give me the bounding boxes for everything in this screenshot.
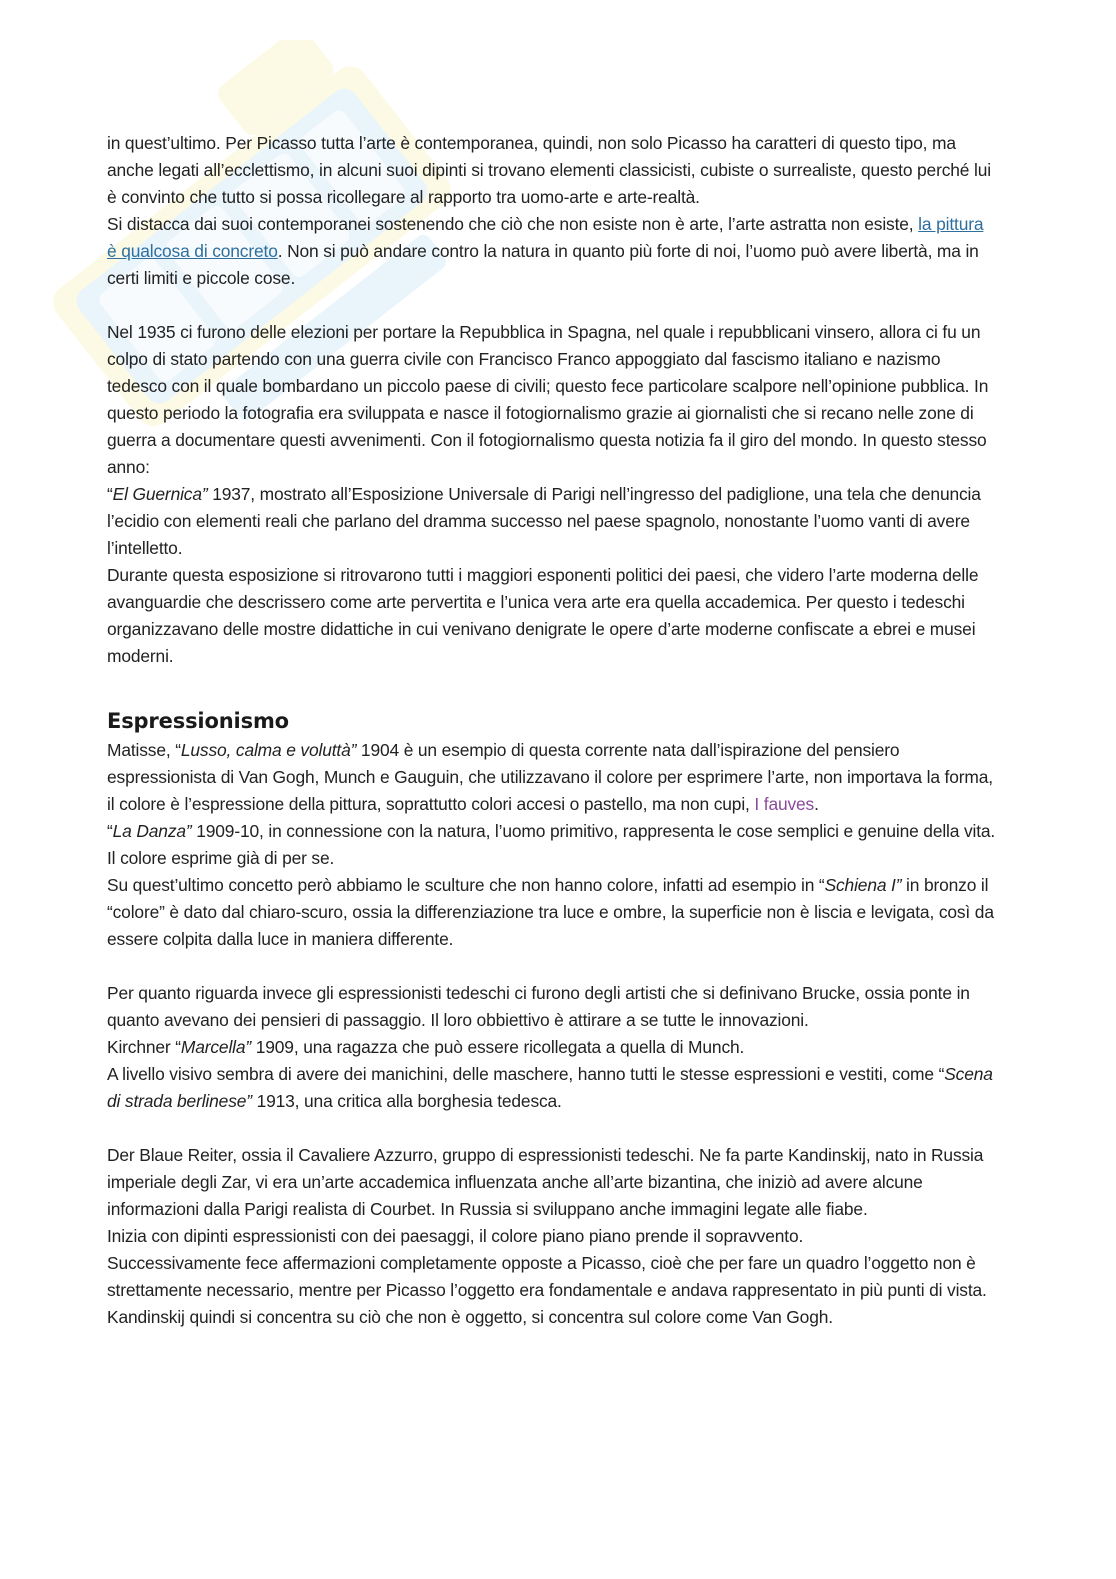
paragraph-text: A livello visivo sembra di avere dei manichini, delle maschere, hanno tutti le stesse espressioni e vestiti, come “ (107, 1064, 945, 1084)
paragraph-text: Successivamente fece affermazioni completamente opposte a Picasso, cioè che per fare un quadro l’oggetto non è strettamente necessario, mentre per Picasso l’oggetto era fondamentale e andava rappresentato in più punti di vista. Kandinskij quindi si concentra su ciò che non è oggetto, si concentra sul colore come Van Gogh. (107, 1253, 987, 1327)
paragraph-text: 1904 è un esempio di questa corrente nata dall’ispirazione del pensiero espressionista di Van Gogh, Munch e Gauguin, che utilizzavano il colore per esprimere l’arte, non importava la forma, il colore è l’espressione della pittura, soprattutto colori accesi o pastello, ma non cupi, (107, 740, 993, 814)
paragraph (107, 481, 997, 562)
paragraph (107, 737, 997, 818)
paragraph-text: Nel 1935 ci furono delle elezioni per portare la Repubblica in Spagna, nel quale i repubblicani vinsero, allora ci fu un colpo di stato partendo con una guerra civile con Francisco Franco appoggiato dal fascismo italiano e nazismo tedesco con il quale bombardano un piccolo paese di civili; questo fece particolare scalpore nell’opinione pubblica. In questo periodo la fotografia era sviluppata e nasce il fotogiornalismo grazie ai giornalisti che si recano nelle zone di guerra a documentare questi avvenimenti. Con il fotogiornalismo questa notizia fa il giro del mondo. In questo stesso anno: (107, 322, 989, 477)
paragraph-text: Matisse, “ (107, 740, 181, 760)
paragraph-text: in quest’ultimo. Per Picasso tutta l’arte è contemporanea, quindi, non solo Picasso ha caratteri di questo tipo, ma anche legati all’ecclettismo, in alcuni suoi dipinti si trovano elementi classicisti, cubiste o surrealiste, questo perché lui è convinto che tutto si possa ricollegare al rapporto tra uomo-arte e arte-realtà. (107, 133, 991, 207)
paragraph (107, 818, 997, 872)
section-heading: Espressionismo (107, 709, 289, 733)
paragraph (107, 980, 997, 1034)
paragraph-text: 1937, mostrato all’Esposizione Universale di Parigi nell’ingresso del padiglione, una tela che denuncia l’ecidio con elementi reali che parlano del dramma successo nel paese spagnolo, nonostante l’uomo vanti di avere l’intelletto. (107, 484, 981, 558)
paragraph-text: 1909-10, in connessione con la natura, l’uomo primitivo, rappresenta le cose semplici e genuine della vita. Il colore esprime già di per se. (107, 821, 996, 868)
paragraph-text: in bronzo il “colore” è dato dal chiaro-scuro, ossia la differenziazione tra luce e ombre, la superficie non è liscia e levigata, così da essere colpita dalla luce in maniera differente. (107, 875, 994, 949)
artwork-title: El Guernica” (112, 484, 208, 504)
paragraph (107, 211, 997, 292)
artwork-title: La Danza” (112, 821, 192, 841)
paragraph (107, 1223, 997, 1250)
quote-mark: “ (107, 484, 113, 504)
paragraph-text: Per quanto riguarda invece gli espressionisti tedeschi ci furono degli artisti che si definivano Brucke, ossia ponte in quanto avevano dei pensieri di passaggio. Il loro obbiettivo è attirare a se tutte le innovazioni. (107, 983, 970, 1030)
paragraph-text: . (814, 794, 819, 814)
document-body (107, 130, 997, 1331)
paragraph-text: 1909, una ragazza che può essere ricollegata a quella di Munch. (251, 1037, 745, 1057)
paragraph (107, 872, 997, 953)
artwork-title: Scena di strada berlinese” (107, 1064, 993, 1111)
paragraph (107, 319, 997, 481)
artwork-title: Marcella” (180, 1037, 252, 1057)
paragraph-text: . Non si può andare contro la natura in quanto più forte di noi, l’uomo può avere libertà, ma in certi limiti e piccole cose. (107, 241, 979, 288)
paragraph-text: Su quest’ultimo concetto però abbiamo le sculture che non hanno colore, infatti ad esempio in “ (107, 875, 825, 895)
paragraph-text: Der Blaue Reiter, ossia il Cavaliere Azzurro, gruppo di espressionisti tedeschi. Ne fa parte Kandinskij, nato in Russia imperiale degli Zar, vi era un’arte accademica influenzata anche all’arte bizantina, che iniziò ad avere alcune informazioni dalla Parigi realista di Courbet. In Russia si sviluppano anche immagini legate alle fiabe. (107, 1145, 984, 1219)
artwork-title: Lusso, calma e voluttà” (180, 740, 357, 760)
paragraph-text: Si distacca dai suoi contemporanei sostenendo che ciò che non esiste non è arte, l’arte astratta non esiste, (107, 214, 919, 234)
paragraph (107, 562, 997, 670)
paragraph (107, 1250, 997, 1331)
paragraph (107, 130, 997, 211)
paragraph (107, 1034, 997, 1061)
paragraph-text: 1913, una critica alla borghesia tedesca. (251, 1091, 562, 1111)
concreto-link[interactable]: la pittura è qualcosa di concreto (107, 214, 984, 261)
paragraph (107, 1142, 997, 1223)
quote-mark: “ (107, 821, 113, 841)
paragraph-text: Durante questa esposizione si ritrovarono tutti i maggiori esponenti politici dei paesi, che videro l’arte moderna delle avanguardie che descrissero come arte pervertita e l’unica vera arte era quella accademica. Per questo i tedeschi organizzavano delle mostre didattiche in cui venivano denigrate le opere d’arte moderne confiscate a ebrei e musei moderni. (107, 565, 979, 666)
fauves-link[interactable]: I fauves (754, 794, 815, 814)
paragraph-text: Inizia con dipinti espressionisti con dei paesaggi, il colore piano piano prende il sopravvento. (107, 1226, 804, 1246)
paragraph (107, 1061, 997, 1115)
paragraph-text: Kirchner “ (107, 1037, 181, 1057)
artwork-title: Schiena I” (824, 875, 902, 895)
